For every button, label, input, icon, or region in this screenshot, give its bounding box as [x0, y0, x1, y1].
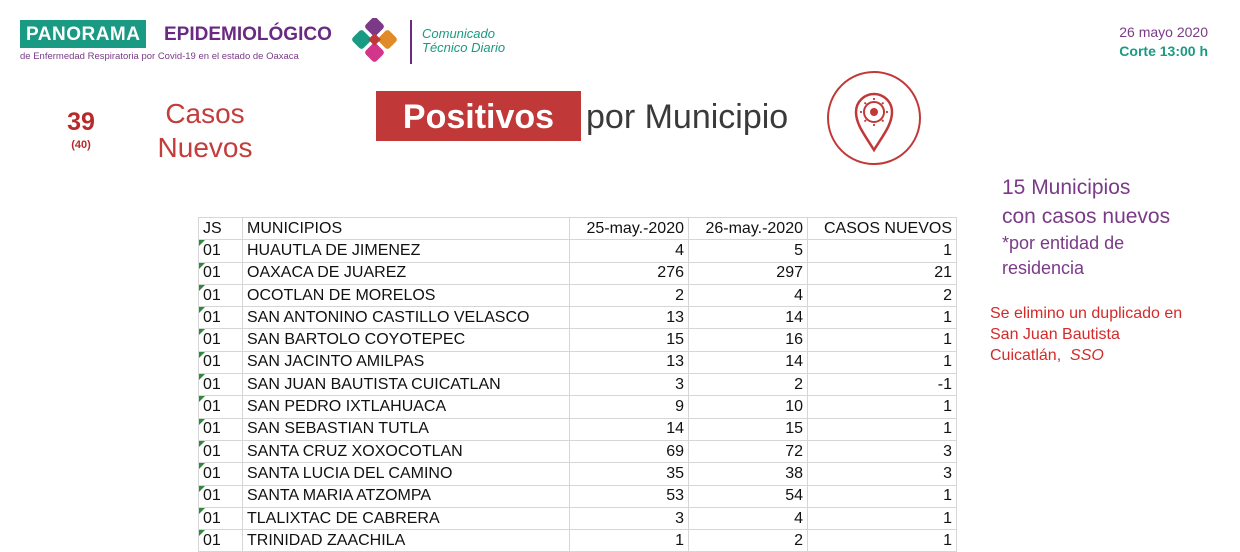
duplicate-note — [990, 303, 1230, 366]
cell-new-cases: 21 — [808, 262, 957, 284]
table-header-row — [199, 218, 957, 240]
cell-date-2: 54 — [689, 485, 808, 507]
header-municipios: MUNICIPIOS — [243, 218, 570, 240]
cell-js: 01 — [199, 463, 243, 485]
duplicate-note-line-1: Se elimino un duplicado en — [990, 305, 1183, 322]
cell-new-cases: 1 — [808, 329, 957, 351]
header-js: JS — [199, 218, 243, 240]
cell-municipio: SAN ANTONINO CASTILLO VELASCO — [243, 307, 570, 329]
new-cases-previous: (40) — [71, 139, 91, 151]
cell-new-cases: 3 — [808, 440, 957, 462]
new-cases-label-line-2: Nuevos — [157, 132, 253, 163]
cell-date-1: 276 — [570, 262, 689, 284]
cell-js: 01 — [199, 530, 243, 552]
cell-new-cases: 3 — [808, 463, 957, 485]
cell-date-2: 5 — [689, 240, 808, 262]
cell-municipio: TLALIXTAC DE CABRERA — [243, 507, 570, 529]
residence-note-line-1: *por entidad de — [1002, 233, 1125, 253]
brand-left: PANORAMA — [20, 20, 146, 48]
communique-line-1: Comunicado — [422, 26, 495, 41]
cell-date-2: 4 — [689, 507, 808, 529]
logo-separator — [410, 20, 412, 64]
cell-municipio: SAN SEBASTIAN TUTLA — [243, 418, 570, 440]
duplicate-note-line-3 — [990, 345, 1230, 366]
new-cases-count — [62, 108, 100, 151]
cell-new-cases: 1 — [808, 507, 957, 529]
new-cases-label — [155, 97, 255, 165]
cell-js: 01 — [199, 396, 243, 418]
brand-right: EPIDEMIOLÓGICO — [164, 24, 332, 45]
cell-date-2: 38 — [689, 463, 808, 485]
cell-date-2: 297 — [689, 262, 808, 284]
table-row — [199, 284, 957, 306]
cell-date-2: 4 — [689, 284, 808, 306]
cell-js: 01 — [199, 262, 243, 284]
cell-new-cases: 1 — [808, 351, 957, 373]
cell-new-cases: -1 — [808, 374, 957, 396]
positives-table — [198, 217, 957, 552]
cell-date-1: 3 — [570, 507, 689, 529]
brand-subtitle: de Enfermedad Respiratoria por Covid-19 en el estado de Oaxaca — [20, 51, 299, 62]
cell-date-2: 2 — [689, 374, 808, 396]
duplicate-note-source: SSO — [1070, 347, 1104, 364]
cell-js: 01 — [199, 507, 243, 529]
cell-municipio: SANTA CRUZ XOXOCOTLAN — [243, 440, 570, 462]
cell-date-1: 13 — [570, 351, 689, 373]
title-rest: por Municipio — [586, 98, 789, 136]
cell-js: 01 — [199, 374, 243, 396]
cell-date-2: 15 — [689, 418, 808, 440]
cell-new-cases: 1 — [808, 418, 957, 440]
title-badge: Positivos — [376, 91, 581, 141]
cell-js: 01 — [199, 240, 243, 262]
cell-new-cases: 1 — [808, 307, 957, 329]
table-row — [199, 463, 957, 485]
cell-municipio: SAN JUAN BAUTISTA CUICATLAN — [243, 374, 570, 396]
cell-date-1: 13 — [570, 307, 689, 329]
new-cases-label-line-1: Casos — [165, 98, 245, 129]
cell-new-cases: 1 — [808, 530, 957, 552]
cell-date-2: 2 — [689, 530, 808, 552]
table-row — [199, 351, 957, 373]
table-row — [199, 485, 957, 507]
cell-date-1: 14 — [570, 418, 689, 440]
table-row — [199, 262, 957, 284]
table-row — [199, 240, 957, 262]
cell-date-1: 15 — [570, 329, 689, 351]
cell-new-cases: 2 — [808, 284, 957, 306]
table-row — [199, 530, 957, 552]
cell-new-cases: 1 — [808, 240, 957, 262]
communique-line-2: Técnico Diario — [422, 40, 506, 55]
table-row — [199, 507, 957, 529]
cell-js: 01 — [199, 418, 243, 440]
cell-date-1: 35 — [570, 463, 689, 485]
cell-date-1: 69 — [570, 440, 689, 462]
table-row — [199, 396, 957, 418]
cell-js: 01 — [199, 329, 243, 351]
cell-js: 01 — [199, 440, 243, 462]
cell-date-2: 16 — [689, 329, 808, 351]
new-cases-number: 39 — [67, 108, 95, 136]
cell-municipio: SAN JACINTO AMILPAS — [243, 351, 570, 373]
header-date-1: 25-may.-2020 — [570, 218, 689, 240]
cell-date-1: 2 — [570, 284, 689, 306]
cell-municipio: OCOTLAN DE MORELOS — [243, 284, 570, 306]
duplicate-note-line-2: San Juan Bautista — [990, 326, 1120, 343]
report-date-box — [1119, 24, 1208, 59]
header-date-2: 26-may.-2020 — [689, 218, 808, 240]
communique-label — [422, 27, 505, 55]
cell-date-1: 9 — [570, 396, 689, 418]
table-row — [199, 329, 957, 351]
cell-municipio: SAN PEDRO IXTLAHUACA — [243, 396, 570, 418]
cell-date-1: 1 — [570, 530, 689, 552]
header-new-cases: CASOS NUEVOS — [808, 218, 957, 240]
virus-location-pin-icon — [826, 70, 922, 166]
report-date: 26 mayo 2020 — [1119, 24, 1208, 40]
table-row — [199, 440, 957, 462]
duplicate-note-place: Cuicatlán, — [990, 347, 1062, 364]
cell-date-2: 14 — [689, 307, 808, 329]
cell-new-cases: 1 — [808, 396, 957, 418]
table-row — [199, 307, 957, 329]
cell-js: 01 — [199, 307, 243, 329]
cell-js: 01 — [199, 351, 243, 373]
brand-logo — [20, 18, 520, 68]
cell-date-1: 4 — [570, 240, 689, 262]
cell-municipio: SANTA LUCIA DEL CAMINO — [243, 463, 570, 485]
cell-municipio: HUAUTLA DE JIMENEZ — [243, 240, 570, 262]
report-cutoff: Corte 13:00 h — [1119, 43, 1208, 59]
cell-municipio: OAXACA DE JUAREZ — [243, 262, 570, 284]
table-row — [199, 374, 957, 396]
cell-new-cases: 1 — [808, 485, 957, 507]
municipalities-line-2: con casos nuevos — [1002, 205, 1171, 228]
cell-js: 01 — [199, 284, 243, 306]
cell-js: 01 — [199, 485, 243, 507]
cell-date-2: 14 — [689, 351, 808, 373]
cell-date-1: 53 — [570, 485, 689, 507]
municipalities-note — [1002, 173, 1170, 281]
residence-note-line-2: residencia — [1002, 258, 1085, 278]
cell-date-2: 72 — [689, 440, 808, 462]
cell-municipio: SAN BARTOLO COYOTEPEC — [243, 329, 570, 351]
table-row — [199, 418, 957, 440]
municipalities-count: 15 Municipios — [1002, 176, 1131, 199]
cell-municipio: SANTA MARIA ATZOMPA — [243, 485, 570, 507]
panorama-logo-icon — [352, 18, 398, 64]
cell-municipio: TRINIDAD ZAACHILA — [243, 530, 570, 552]
cell-date-1: 3 — [570, 374, 689, 396]
cell-date-2: 10 — [689, 396, 808, 418]
